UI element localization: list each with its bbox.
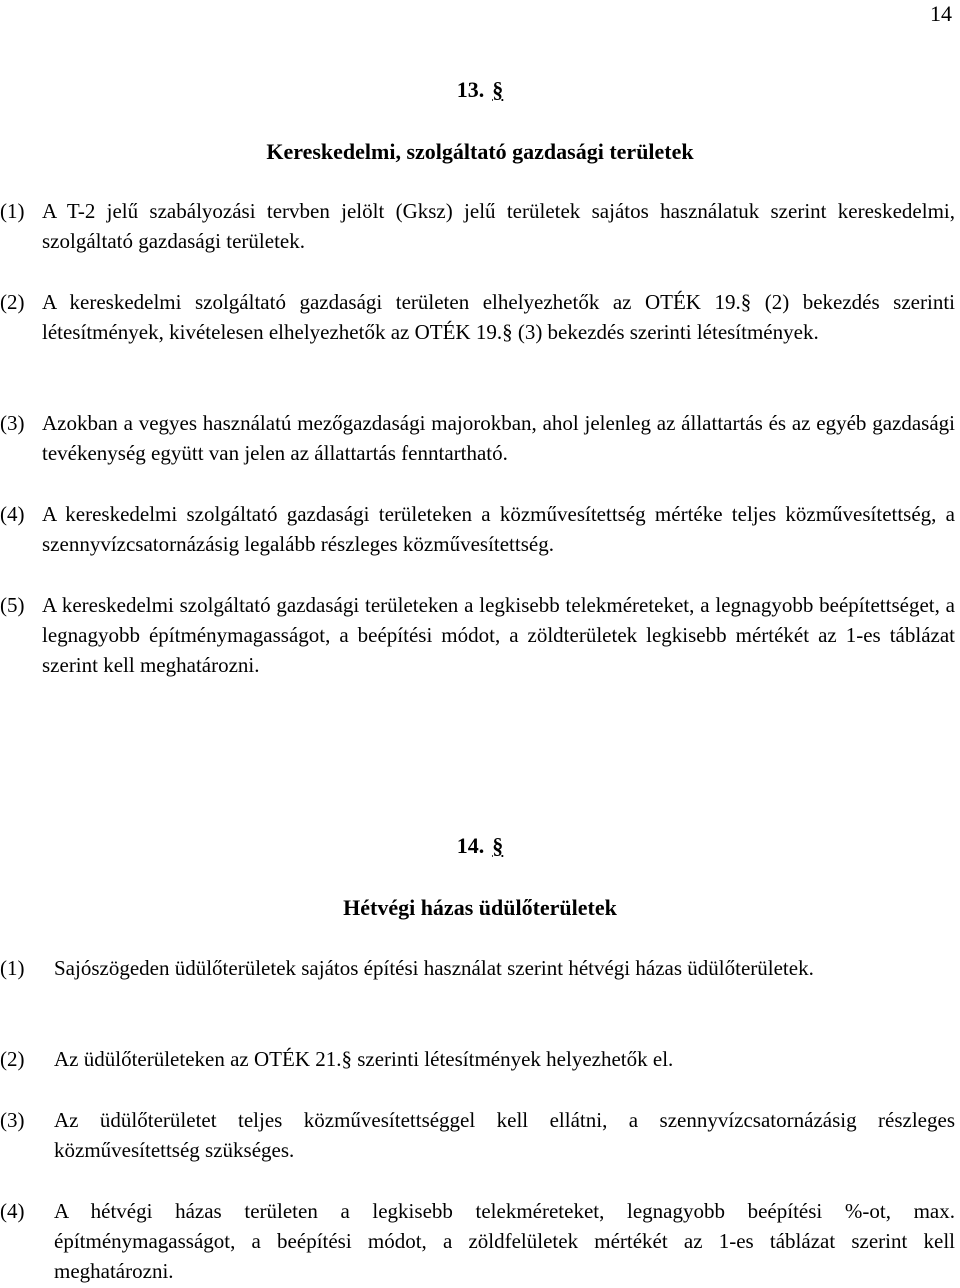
section-14-title: Hétvégi házas üdülőterületek bbox=[343, 895, 617, 920]
section-number: 14. bbox=[456, 833, 485, 858]
section-14-number bbox=[0, 832, 960, 860]
section-symbol: § bbox=[492, 77, 504, 102]
paragraph-text: A hétvégi házas területen a legkisebb telekméreteket, legnagyobb beépítési %-ot, max. építménymagasságot, a beépítési módot, a zöldfelületek mértékét az 1-es táblázat szerint kell meghatározni. bbox=[54, 1199, 955, 1283]
paragraph-text: Az üdülőterületeken az OTÉK 21.§ szerinti létesítmények helyezhetők el. bbox=[54, 1047, 674, 1071]
paragraph-number: (3) bbox=[0, 411, 25, 435]
paragraph-14-2 bbox=[0, 1044, 955, 1074]
paragraph-number: (4) bbox=[0, 502, 25, 526]
paragraph-13-4 bbox=[0, 499, 955, 559]
paragraph-text: Az üdülőterületet teljes közművesítettséggel kell ellátni, a szennyvízcsatornázásig részleges közművesítettség szükséges. bbox=[54, 1108, 955, 1162]
paragraph-14-1 bbox=[0, 953, 955, 983]
paragraph-number: (1) bbox=[0, 956, 25, 980]
paragraph-text: A T-2 jelű szabályozási tervben jelölt (Gksz) jelű területek sajátos használatuk szerint kereskedelmi, szolgáltató gazdasági területek. bbox=[42, 199, 955, 253]
paragraph-14-4 bbox=[0, 1196, 955, 1286]
section-13-title: Kereskedelmi, szolgáltató gazdasági területek bbox=[266, 139, 694, 164]
paragraph-number: (2) bbox=[0, 1047, 25, 1071]
paragraph-number: (2) bbox=[0, 290, 25, 314]
section-13-number bbox=[0, 76, 960, 104]
paragraph-14-3 bbox=[0, 1105, 955, 1165]
paragraph-number: (1) bbox=[0, 199, 25, 223]
paragraph-text: A kereskedelmi szolgáltató gazdasági területeken a közművesítettség mértéke teljes közművesítettség, a szennyvízcsatornázásig legalább részleges közművesítettség. bbox=[42, 502, 955, 556]
section-symbol: § bbox=[492, 833, 504, 858]
section-number: 13. bbox=[456, 77, 485, 102]
paragraph-text: Azokban a vegyes használatú mezőgazdasági majorokban, ahol jelenleg az állattartás és az egyéb gazdasági tevékenység együtt van jelen az állattartás fenntartható. bbox=[42, 411, 955, 465]
paragraph-13-2 bbox=[0, 287, 955, 347]
paragraph-text: Sajószögeden üdülőterületek sajátos építési használat szerint hétvégi házas üdülőterületek. bbox=[54, 956, 814, 980]
paragraph-13-5 bbox=[0, 590, 955, 680]
paragraph-number: (4) bbox=[0, 1199, 25, 1223]
paragraph-13-3 bbox=[0, 408, 955, 468]
paragraph-number: (3) bbox=[0, 1108, 25, 1132]
paragraph-text: A kereskedelmi szolgáltató gazdasági területen elhelyezhetők az OTÉK 19.§ (2) bekezdés szerinti létesítmények, kivételesen elhelyezhetők az OTÉK 19.§ (3) bekezdés szerinti létesítmények. bbox=[42, 290, 955, 344]
paragraph-text: A kereskedelmi szolgáltató gazdasági területeken a legkisebb telekméreteket, a legnagyobb beépítettséget, a legnagyobb építménymagasságot, a beépítési módot, a zöldterületek legkisebb mértékét az 1-es táblázat szerint kell meghatározni. bbox=[42, 593, 955, 677]
page-number: 14 bbox=[930, 1, 952, 26]
paragraph-13-1 bbox=[0, 196, 955, 256]
paragraph-number: (5) bbox=[0, 593, 25, 617]
